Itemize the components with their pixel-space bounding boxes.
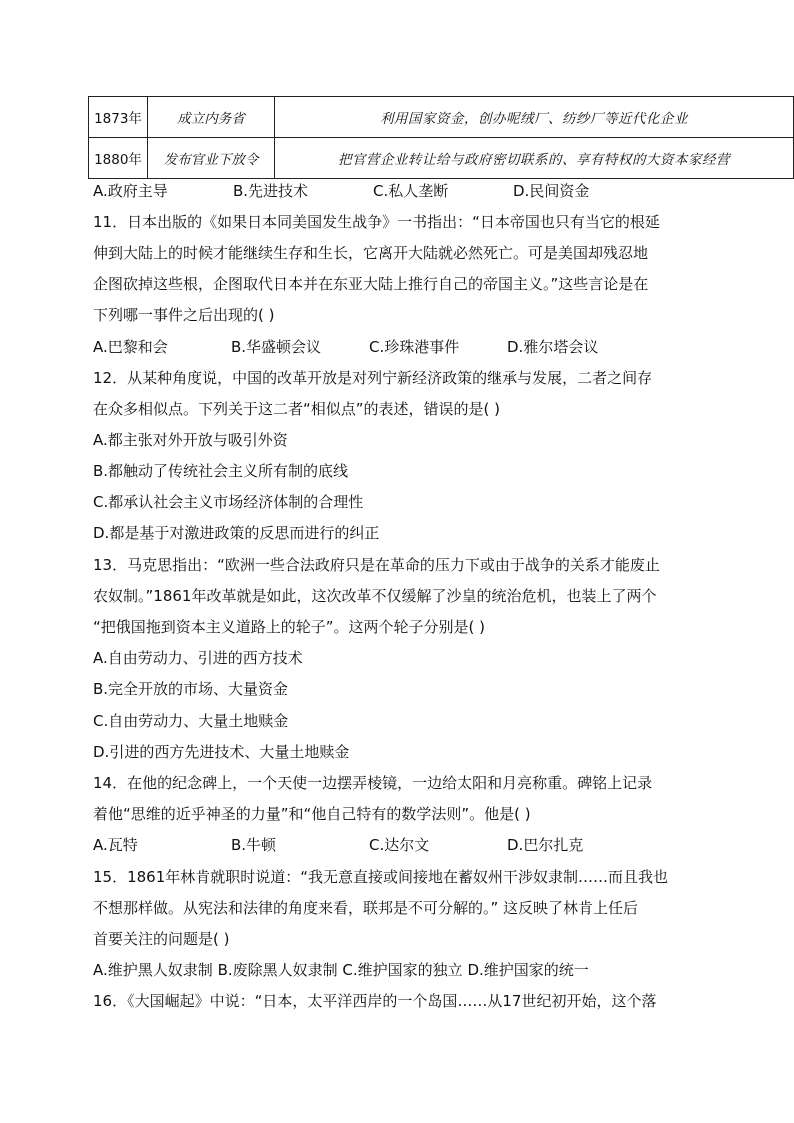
q13-line-1: 13．马克思指出：“欧洲一些合法政府只是在革命的压力下或由于战争的关系才能废止 <box>93 556 660 574</box>
q11-line-3: 企图砍掉这些根，企图取代日本并在东亚大陆上推行自己的帝国主义。”这些言论是在 <box>93 275 649 293</box>
table-row <box>89 97 794 138</box>
option-c: C.私人垄断 <box>373 182 449 200</box>
q15-options <box>93 959 589 981</box>
option-a: A.巴黎和会 <box>93 338 168 356</box>
option-d: D.巴尔扎克 <box>507 836 584 854</box>
option-a: A.维护黑人奴隶制 <box>93 961 213 979</box>
option-c: C.达尔文 <box>369 836 430 854</box>
q13-option-d: D.引进的西方先进技术、大量土地赎金 <box>93 743 350 761</box>
q10-options <box>93 180 713 202</box>
q14-line-2: 着他“思维的近乎神圣的力量”和“他自己特有的数学法则”。他是( ) <box>93 805 531 823</box>
q11-options <box>93 336 713 358</box>
q15-line-1: 15．1861年林肯就职时说道：“我无意直接或间接地在蓄奴州干涉奴隶制……而且我也 <box>93 868 669 886</box>
q15-line-3: 首要关注的问题是( ) <box>93 930 230 948</box>
q12-option-d: D.都是基于对激进政策的反思而进行的纠正 <box>93 524 380 542</box>
option-d: D.雅尔塔会议 <box>507 338 599 356</box>
events-table <box>88 96 794 179</box>
q12-line-2: 在众多相似点。下列关于这二者“相似点”的表述，错误的是( ) <box>93 400 501 418</box>
q13-option-b: B.完全开放的市场、大量资金 <box>93 680 289 698</box>
option-a: A.瓦特 <box>93 836 138 854</box>
q14-line-1: 14．在他的纪念碑上，一个天使一边摆弄棱镜，一边给太阳和月亮称重。碑铭上记录 <box>93 774 653 792</box>
q15-line-2: 不想那样做。从宪法和法律的角度来看，联邦是不可分解的。” 这反映了林肯上任后 <box>93 899 639 917</box>
option-b: B.废除黑人奴隶制 <box>217 961 338 979</box>
q12-option-a: A.都主张对外开放与吸引外资 <box>93 431 288 449</box>
option-b: B.先进技术 <box>233 182 309 200</box>
option-a: A.政府主导 <box>93 182 168 200</box>
q11-line-2: 伸到大陆上的时候才能继续生存和生长，它离开大陆就必然死亡。可是美国却残忍地 <box>93 244 649 262</box>
q13-line-2: 农奴制。”1861年改革就是如此，这次改革不仅缓解了沙皇的统治危机，也装上了两个 <box>93 587 657 605</box>
option-c: C.珍珠港事件 <box>369 338 460 356</box>
q14-options <box>93 834 713 856</box>
option-d: D.民间资金 <box>513 182 590 200</box>
table-cell-description: 利用国家资金，创办呢绒厂、纺纱厂等近代化企业 <box>275 97 794 138</box>
q11-line-4: 下列哪一事件之后出现的( ) <box>93 306 275 324</box>
q12-option-b: B.都触动了传统社会主义所有制的底线 <box>93 462 349 480</box>
q13-option-a: A.自由劳动力、引进的西方技术 <box>93 649 303 667</box>
q16-line-1: 16．《大国崛起》中说：“日本，太平洋西岸的一个岛国……从17世纪初开始，这个落 <box>93 992 657 1010</box>
q12-line-1: 12．从某种角度说，中国的改革开放是对列宁新经济政策的继承与发展，二者之间存 <box>93 369 653 387</box>
table-cell-event: 发布官业下放令 <box>148 138 275 179</box>
q13-line-3: “把俄国拖到资本主义道路上的轮子”。这两个轮子分别是( ) <box>93 618 486 636</box>
table-cell-event: 成立内务省 <box>148 97 275 138</box>
option-b: B.牛顿 <box>231 836 277 854</box>
q13-option-c: C.自由劳动力、大量土地赎金 <box>93 712 289 730</box>
table-cell-year: 1873年 <box>89 97 148 138</box>
q11-line-1: 11．日本出版的《如果日本同美国发生战争》一书指出：“日本帝国也只有当它的根延 <box>93 213 660 231</box>
option-d: D.维护国家的统一 <box>467 961 589 979</box>
q12-option-c: C.都承认社会主义市场经济体制的合理性 <box>93 493 364 511</box>
option-b: B.华盛顿会议 <box>231 338 322 356</box>
table-cell-description: 把官营企业转让给与政府密切联系的、享有特权的大资本家经营 <box>275 138 794 179</box>
option-c: C.维护国家的独立 <box>342 961 463 979</box>
table-row <box>89 138 794 179</box>
table-cell-year: 1880年 <box>89 138 148 179</box>
